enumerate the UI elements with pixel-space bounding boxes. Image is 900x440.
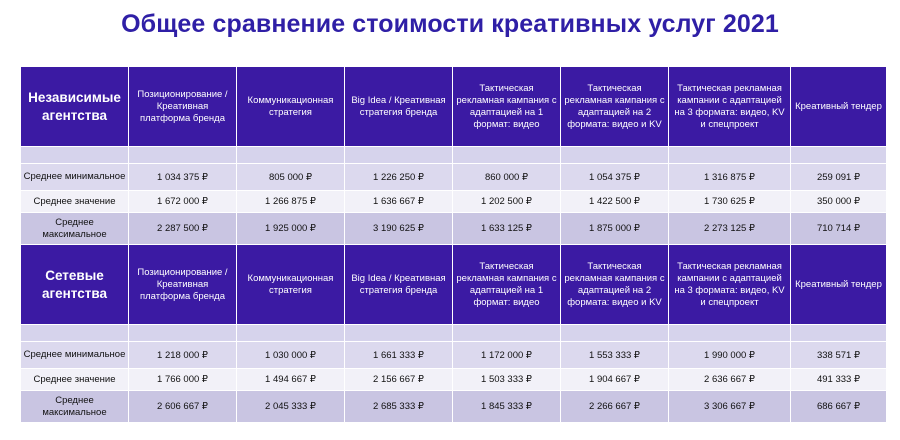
table-cell: 3 306 667 ₽ (669, 391, 791, 423)
row-label: Среднее минимальное (21, 342, 129, 369)
table-cell: 1 218 000 ₽ (129, 342, 237, 369)
table-row (21, 369, 887, 391)
table-cell: 860 000 ₽ (453, 164, 561, 191)
table-cell: 1 730 625 ₽ (669, 191, 791, 213)
table-cell: 491 333 ₽ (791, 369, 887, 391)
table-cell: 1 904 667 ₽ (561, 369, 669, 391)
row-label: Среднее значение (21, 369, 129, 391)
table-cell: 1 672 000 ₽ (129, 191, 237, 213)
column-header: Креативный тендер (791, 245, 887, 325)
column-header: Тактическая рекламная кампании с адаптацией на 3 формата: видео, KV и спецпроект (669, 245, 791, 325)
table-cell: 2 266 667 ₽ (561, 391, 669, 423)
column-header: Тактическая рекламная кампания с адаптацией на 1 формат: видео (453, 245, 561, 325)
table-cell: 2 045 333 ₽ (237, 391, 345, 423)
table-cell: 2 156 667 ₽ (345, 369, 453, 391)
table-cell: 1 034 375 ₽ (129, 164, 237, 191)
column-header: Big Idea / Креативная стратегия бренда (345, 67, 453, 147)
row-label: Среднее максимальное (21, 391, 129, 423)
column-header: Позиционирование / Креативная платформа бренда (129, 67, 237, 147)
table-cell: 2 273 125 ₽ (669, 213, 791, 245)
table-cell: 1 661 333 ₽ (345, 342, 453, 369)
table-cell: 2 287 500 ₽ (129, 213, 237, 245)
table-cell: 1 494 667 ₽ (237, 369, 345, 391)
table-cell: 1 503 333 ₽ (453, 369, 561, 391)
table-cell: 338 571 ₽ (791, 342, 887, 369)
table-cell: 1 990 000 ₽ (669, 342, 791, 369)
spacer-row (21, 325, 887, 342)
table-cell: 710 714 ₽ (791, 213, 887, 245)
column-header: Креативный тендер (791, 67, 887, 147)
table-cell: 1 266 875 ₽ (237, 191, 345, 213)
row-label: Среднее значение (21, 191, 129, 213)
table-cell: 1 553 333 ₽ (561, 342, 669, 369)
column-header: Тактическая рекламная кампании с адаптацией на 3 формата: видео, KV и спецпроект (669, 67, 791, 147)
table-cell: 1 030 000 ₽ (237, 342, 345, 369)
table-cell: 3 190 625 ₽ (345, 213, 453, 245)
table-cell: 1 316 875 ₽ (669, 164, 791, 191)
table-cell: 1 054 375 ₽ (561, 164, 669, 191)
cost-comparison-table (20, 66, 887, 423)
column-header: Тактическая рекламная кампания с адаптацией на 2 формата: видео и KV (561, 245, 669, 325)
row-label: Среднее минимальное (21, 164, 129, 191)
table-cell: 259 091 ₽ (791, 164, 887, 191)
table-cell: 1 875 000 ₽ (561, 213, 669, 245)
table-cell: 1 202 500 ₽ (453, 191, 561, 213)
group-header-row (21, 245, 887, 325)
column-header: Тактическая рекламная кампания с адаптацией на 1 формат: видео (453, 67, 561, 147)
table-cell: 2 606 667 ₽ (129, 391, 237, 423)
table-cell: 2 636 667 ₽ (669, 369, 791, 391)
table-cell: 1 766 000 ₽ (129, 369, 237, 391)
table-cell: 1 925 000 ₽ (237, 213, 345, 245)
group-title: Сетевые агентства (21, 245, 129, 325)
group-title: Независимые агентства (21, 67, 129, 147)
table-cell: 686 667 ₽ (791, 391, 887, 423)
table-cell: 805 000 ₽ (237, 164, 345, 191)
page-title: Общее сравнение стоимости креативных услуг 2021 (121, 10, 779, 38)
table-cell: 1 422 500 ₽ (561, 191, 669, 213)
column-header: Тактическая рекламная кампания с адаптацией на 2 формата: видео и KV (561, 67, 669, 147)
column-header: Коммуникационная стратегия (237, 245, 345, 325)
column-header: Позиционирование / Креативная платформа бренда (129, 245, 237, 325)
column-header: Big Idea / Креативная стратегия бренда (345, 245, 453, 325)
table-row (21, 213, 887, 245)
row-label: Среднее максимальное (21, 213, 129, 245)
table-cell: 1 845 333 ₽ (453, 391, 561, 423)
table-cell: 1 633 125 ₽ (453, 213, 561, 245)
table-row (21, 164, 887, 191)
column-header: Коммуникационная стратегия (237, 67, 345, 147)
table-row (21, 391, 887, 423)
table-cell: 350 000 ₽ (791, 191, 887, 213)
table-cell: 1 226 250 ₽ (345, 164, 453, 191)
table-row (21, 342, 887, 369)
table-cell: 1 636 667 ₽ (345, 191, 453, 213)
table-row (21, 191, 887, 213)
spacer-row (21, 147, 887, 164)
group-header-row (21, 67, 887, 147)
table-cell: 2 685 333 ₽ (345, 391, 453, 423)
table-cell: 1 172 000 ₽ (453, 342, 561, 369)
